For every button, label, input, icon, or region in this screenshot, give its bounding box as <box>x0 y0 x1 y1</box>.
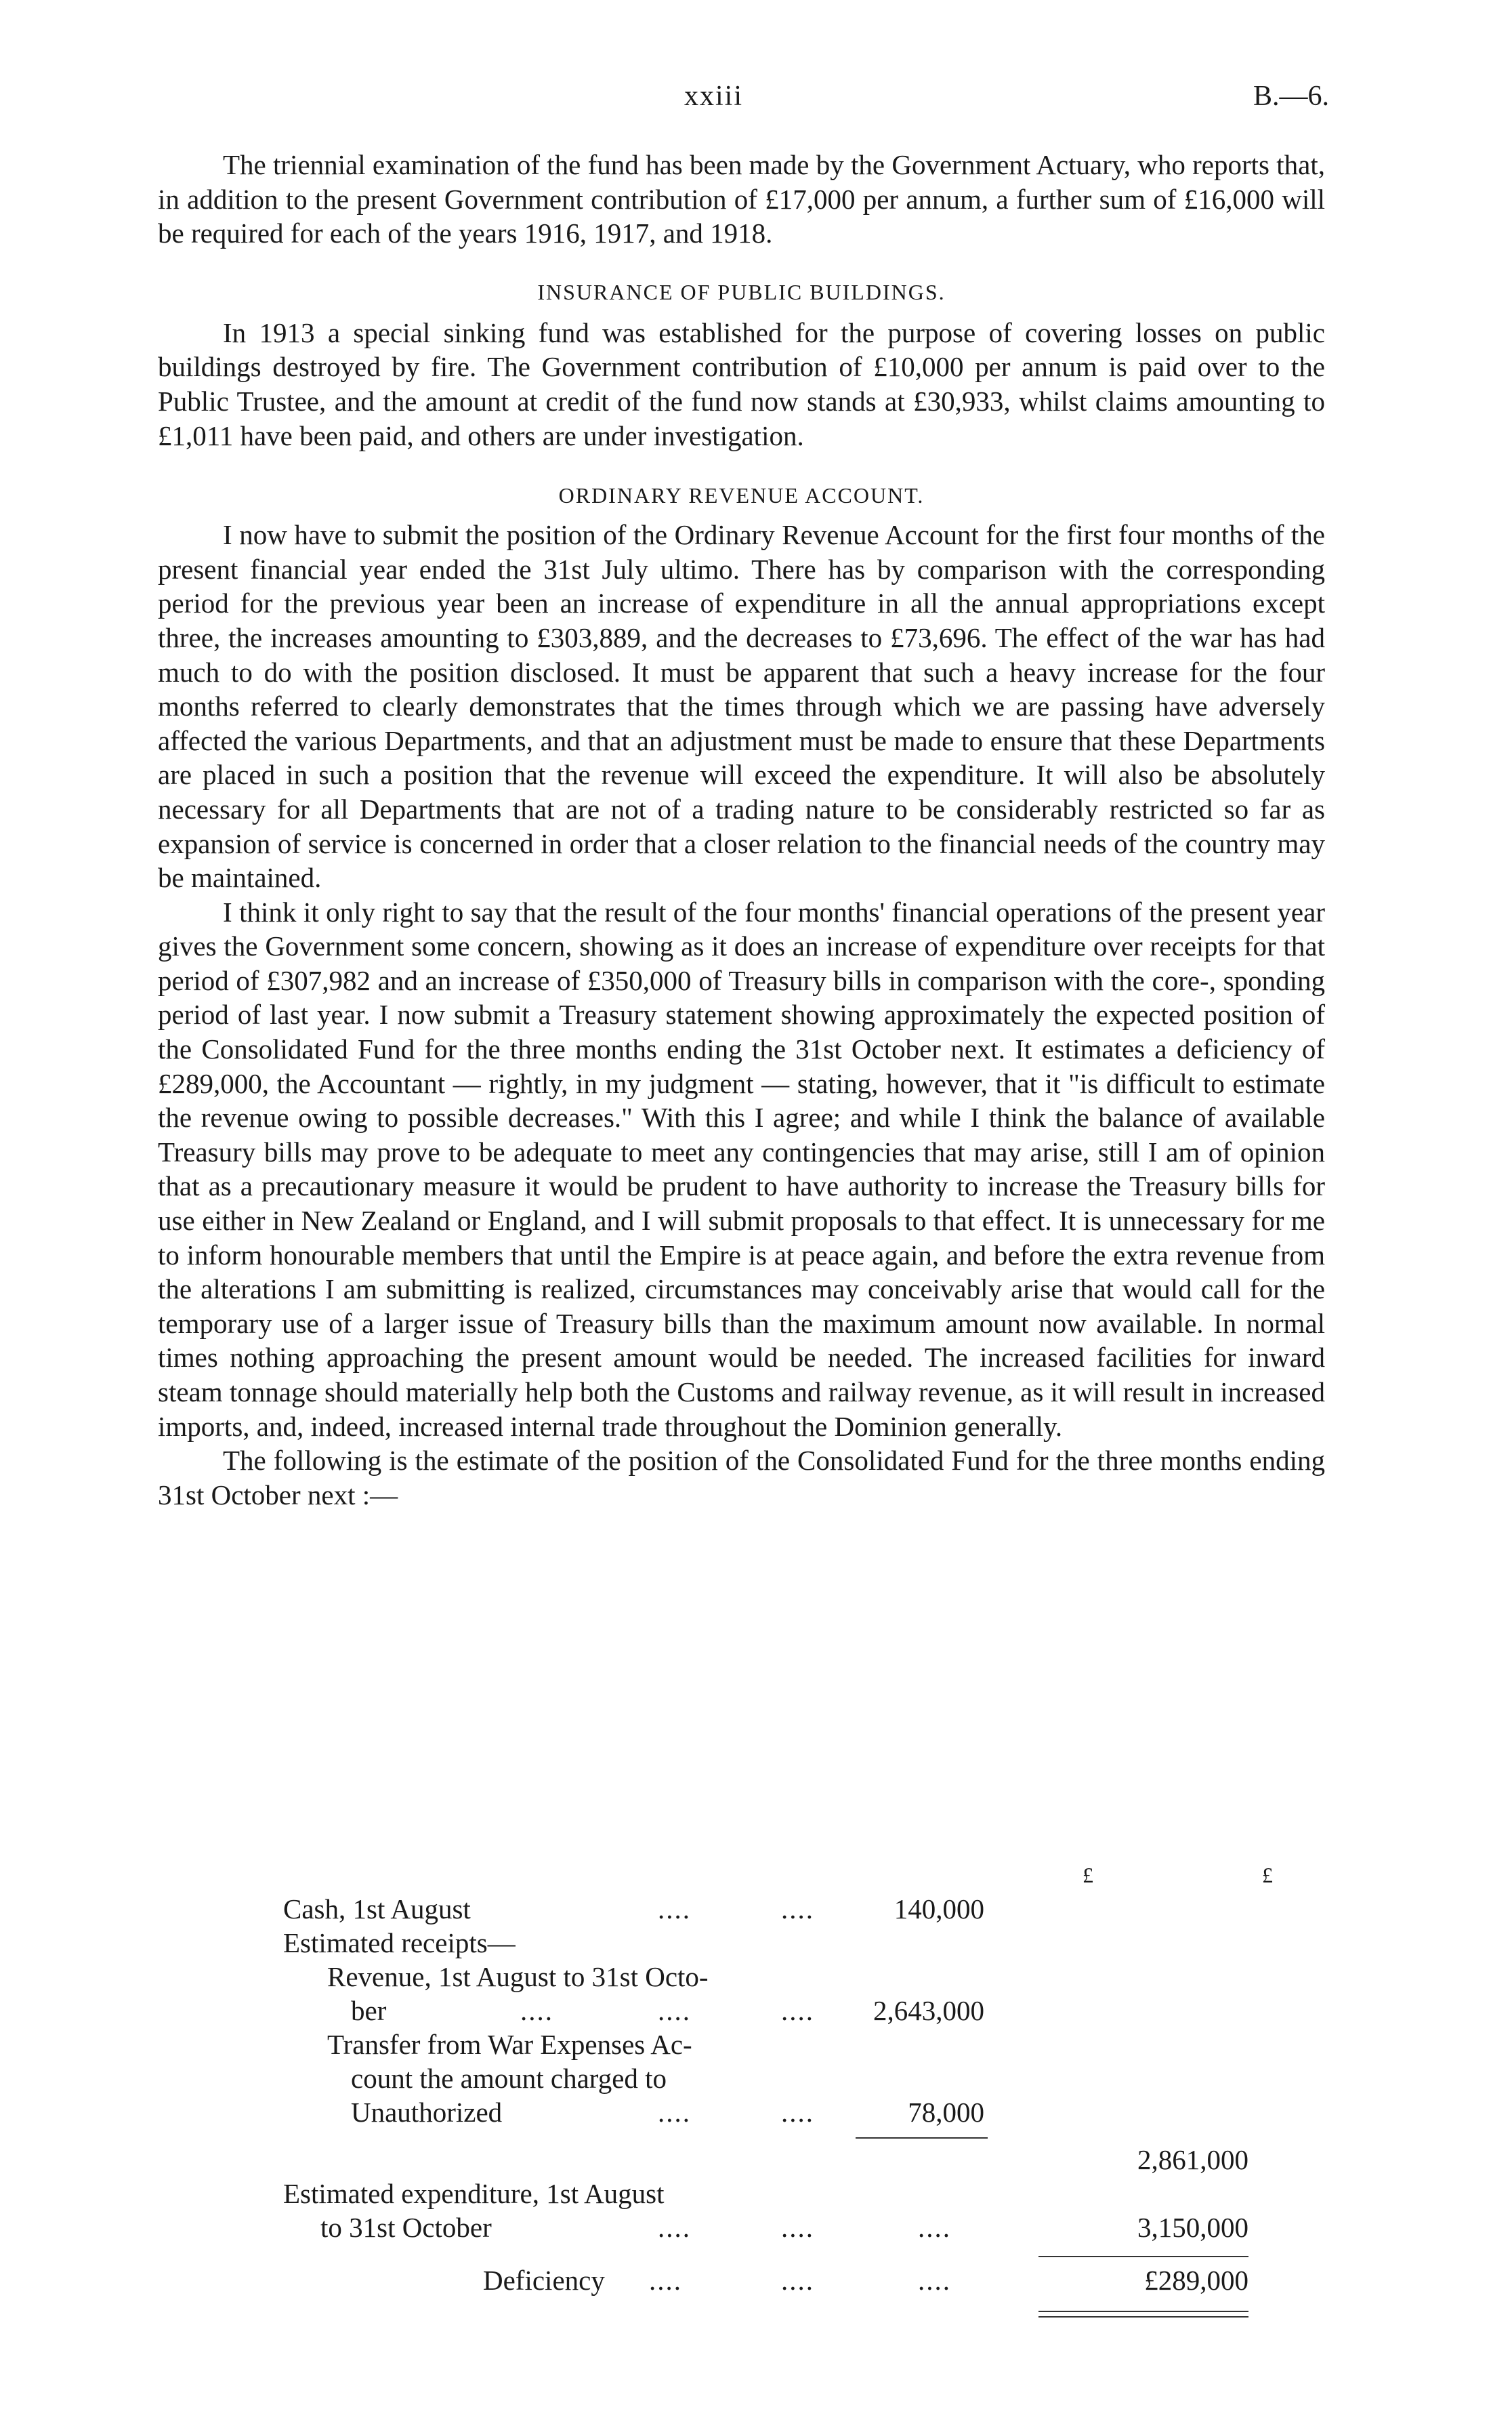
double-rule-top <box>1038 2311 1248 2312</box>
leader-dots: .... <box>781 2212 814 2243</box>
heading-insurance-of-public-buildings: INSURANCE OF PUBLIC BUILDINGS. <box>537 279 946 304</box>
cash-label: Cash, 1st August <box>283 1893 471 1924</box>
revenue-label-line-2: ber <box>351 1995 387 2026</box>
document-reference: B.—6. <box>1253 81 1329 112</box>
leader-dots: .... <box>658 2212 691 2243</box>
leader-dots: .... <box>520 1995 553 2026</box>
paragraph-insurance: In 1913 a special sinking fund was established for the purpose of covering losses on public buildings destroyed by fire. The Government contribution of £10,000 per annum is paid over to the Public Trustee, and the amount at credit of the fund now stands at £30,933, whilst claims amounting to £1,011 have been paid, and others are under investigation. <box>158 316 1325 451</box>
leader-dots: .... <box>649 2265 682 2296</box>
transfer-label-line-1: Transfer from War Expenses Ac- <box>327 2029 692 2060</box>
deficiency-value: £289,000 <box>1144 2265 1248 2296</box>
leader-dots: .... <box>658 1995 691 2026</box>
cash-value: 140,000 <box>894 1893 984 1924</box>
leader-dots: .... <box>781 2265 814 2296</box>
expenditure-label-line-2: to 31st October <box>320 2212 492 2243</box>
page-number: xxiii <box>684 81 744 112</box>
leader-dots: .... <box>781 1893 814 1924</box>
paragraph-estimate-intro: The following is the estimate of the position of the Consolidated Fund for the three months ending 31st October next :— <box>158 1445 1325 1510</box>
consolidated-fund-statement <box>158 1858 1325 2400</box>
heading-ordinary-revenue-account: ORDINARY REVENUE ACCOUNT. <box>558 483 925 508</box>
paragraph-triennial-examination: The triennial examination of the fund has been made by the Government Actuary, who reports that, in addition to the present Government contribution of £17,000 per annum, a further sum of £16,000 will be required for each of the years 1916, 1917, and 1918. <box>158 149 1325 249</box>
expenditure-value: 3,150,000 <box>1137 2212 1248 2243</box>
document-body <box>158 148 1325 1512</box>
leader-dots: .... <box>918 2212 951 2243</box>
transfer-label-line-3: Unauthorized <box>351 2097 503 2128</box>
leader-dots: .... <box>658 1893 691 1924</box>
revenue-value: 2,643,000 <box>873 1995 984 2026</box>
expenditure-label-line-1: Estimated expenditure, 1st August <box>283 2178 665 2209</box>
leader-dots: .... <box>658 2097 691 2128</box>
subtotal-rule <box>856 2137 988 2139</box>
double-rule-bottom <box>1038 2316 1248 2318</box>
paragraph-treasury-concern: I think it only right to say that the result of the four months' financial operations of the present year gives the Government some concern, showing as it does an increase of expenditure over receipts for that period of £307,982 and an increase of £350,000 of Treasury bills in comparison with the core-, sponding period of last year. I now submit a Treasury statement showing approximately the expected position of the Consolidated Fund for the three months ending the 31st October next. It estimates a deficiency of £289,000, the Accountant — rightly, in my judgment — stating, however, that it "is difficult to estimate the revenue owing to possible decreases." With this I agree; and while I think the balance of available Treasury bills may prove to be adequate to meet any contingencies that may arise, still I am of opinion that as a precautionary measure it would be prudent to have authority to increase the Treasury bills for use either in New Zealand or England, and I will submit proposals to that effect. It is unnecessary for me to inform honourable members that until the Empire is at peace again, and before the extra revenue from the alterations I am submitting is realized, circumstances may conceivably arise that would call for the temporary use of a larger issue of Treasury bills than the maximum amount now available. In normal times nothing approaching the present amount would be needed. The increased facilities for inward steam tonnage should materially help both the Customs and railway revenue, as it will result in increased imports, and, indeed, increased internal trade throughout the Dominion generally. <box>158 896 1325 1442</box>
receipts-label: Estimated receipts— <box>283 1927 516 1958</box>
currency-header-column-2: £ <box>1262 1863 1273 1887</box>
leader-dots: .... <box>918 2265 951 2296</box>
deficiency-rule <box>1038 2256 1248 2257</box>
revenue-label-line-1: Revenue, 1st August to 31st Octo- <box>327 1961 709 1992</box>
receipts-total: 2,861,000 <box>1137 2144 1248 2175</box>
deficiency-label: Deficiency <box>483 2265 605 2296</box>
transfer-label-line-2: count the amount charged to <box>351 2063 667 2094</box>
paragraph-revenue-account: I now have to submit the position of the Ordinary Revenue Account for the first four months of the present financial year ended the 31st July ultimo. There has by comparison with the corresponding period for the previous year been an increase of expenditure in all the annual appropriations except three, the increases amounting to £303,889, and the decreases to £73,696. The effect of the war has had much to do with the position disclosed. It must be apparent that such a heavy increase for the four months referred to clearly demonstrates that the times through which we are passing have adversely affected the various Departments, and that an adjustment must be made to ensure that these Departments are placed in such a position that the revenue will exceed the expenditure. It will also be absolutely necessary for all Departments that are not of a trading nature to be considerably restricted so far as expansion of service is concerned in order that a closer relation to the financial needs of the country may be maintained. <box>158 519 1325 894</box>
transfer-value: 78,000 <box>908 2097 984 2128</box>
leader-dots: .... <box>781 1995 814 2026</box>
leader-dots: .... <box>781 2097 814 2128</box>
page-header <box>0 80 1512 121</box>
currency-header-column-1: £ <box>1083 1863 1093 1887</box>
